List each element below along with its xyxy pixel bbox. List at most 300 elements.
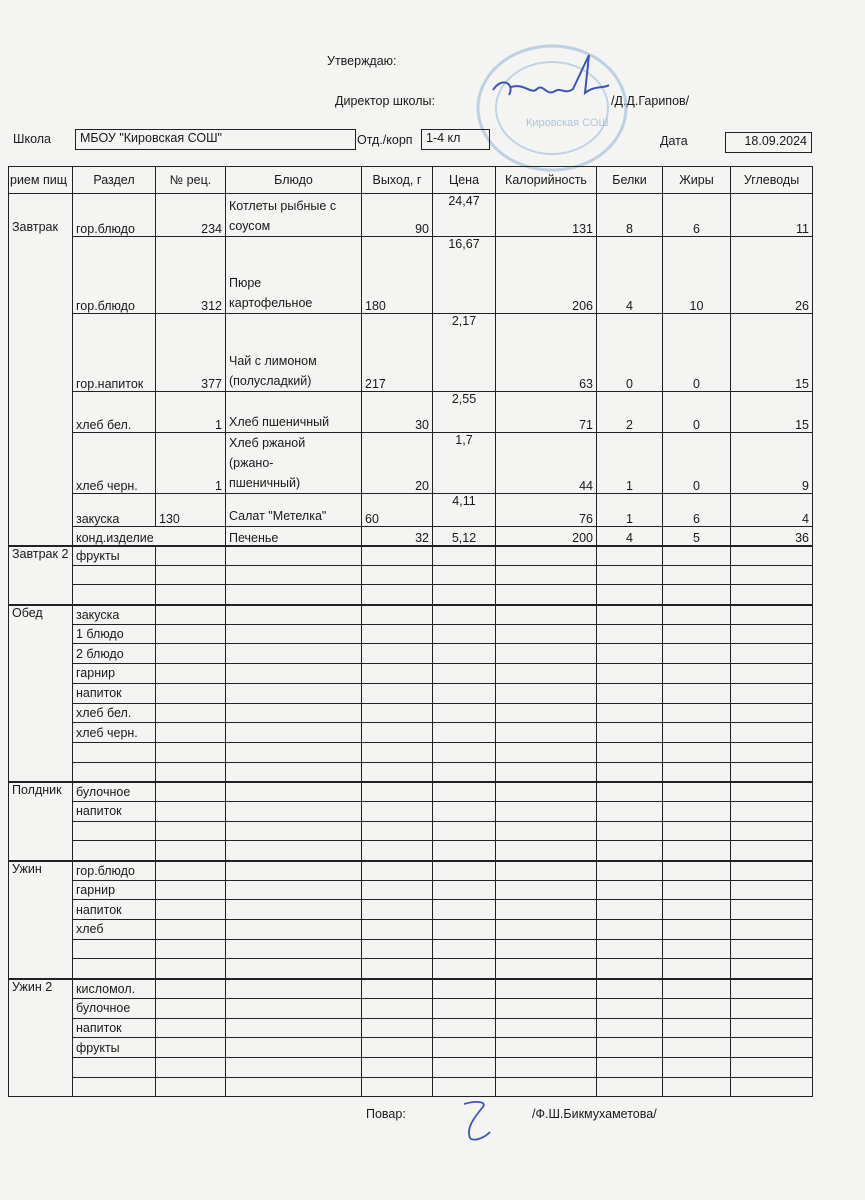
empty-cell [362, 565, 433, 585]
table-row [9, 1077, 813, 1097]
protein-cell: 4 [597, 527, 663, 546]
section-cell [73, 565, 156, 585]
fat-cell: 6 [663, 194, 731, 237]
empty-cell [226, 998, 362, 1018]
menu-table [8, 166, 813, 1097]
empty-cell [663, 1057, 731, 1077]
empty-cell [597, 762, 663, 782]
empty-cell [597, 546, 663, 566]
protein-cell: 4 [597, 237, 663, 314]
empty-cell [663, 821, 731, 841]
empty-cell [156, 841, 226, 861]
empty-cell [663, 801, 731, 821]
carbs-cell: 4 [731, 494, 813, 527]
empty-cell [226, 762, 362, 782]
section-cell: конд.изделие [73, 527, 226, 546]
empty-cell [433, 861, 496, 881]
empty-cell [597, 683, 663, 703]
empty-cell [362, 979, 433, 999]
section-cell: гарнир [73, 880, 156, 900]
empty-cell [597, 565, 663, 585]
approve-label: Утверждаю: [327, 54, 397, 68]
section-cell: 1 блюдо [73, 624, 156, 644]
empty-cell [362, 1057, 433, 1077]
dept-label: Отд./корп [357, 133, 413, 147]
calories-cell: 131 [496, 194, 597, 237]
empty-cell [433, 959, 496, 979]
date-value: 18.09.2024 [725, 132, 812, 153]
output-cell: 30 [362, 392, 433, 433]
empty-cell [433, 624, 496, 644]
empty-cell [156, 703, 226, 723]
empty-cell [433, 979, 496, 999]
price-cell: 16,67 [433, 237, 496, 314]
calories-cell: 44 [496, 433, 597, 494]
col-protein: Белки [597, 167, 663, 194]
empty-cell [496, 861, 597, 881]
empty-cell [362, 644, 433, 664]
section-cell: кисломол. [73, 979, 156, 999]
empty-cell [731, 703, 813, 723]
empty-cell [663, 742, 731, 762]
empty-cell [597, 1057, 663, 1077]
empty-cell [156, 900, 226, 920]
section-cell: фрукты [73, 546, 156, 566]
empty-cell [226, 880, 362, 900]
table-row [9, 1018, 813, 1038]
empty-cell [597, 664, 663, 684]
section-cell: гор.блюдо [73, 861, 156, 881]
calories-cell: 76 [496, 494, 597, 527]
table-row [9, 194, 813, 237]
section-cell [73, 1077, 156, 1097]
table-row [9, 959, 813, 979]
table-row [9, 998, 813, 1018]
section-cell: хлеб бел. [73, 392, 156, 433]
meal-label: Обед [9, 605, 73, 782]
stamp-text: Кировская СОШ [526, 117, 609, 129]
col-section: Раздел [73, 167, 156, 194]
table-row [9, 762, 813, 782]
empty-cell [156, 821, 226, 841]
empty-cell [156, 664, 226, 684]
section-cell [73, 585, 156, 605]
meal-label: Завтрак 2 [9, 546, 73, 605]
empty-cell [156, 683, 226, 703]
empty-cell [433, 762, 496, 782]
empty-cell [496, 742, 597, 762]
empty-cell [597, 959, 663, 979]
fat-cell: 5 [663, 527, 731, 546]
table-row [9, 742, 813, 762]
empty-cell [362, 939, 433, 959]
cook-label: Повар: [366, 1107, 406, 1121]
empty-cell [433, 605, 496, 625]
empty-cell [433, 998, 496, 1018]
dish-cell: Пюре картофельное [226, 237, 362, 314]
empty-cell [362, 821, 433, 841]
recipe-cell: 377 [156, 314, 226, 392]
empty-cell [496, 605, 597, 625]
empty-cell [226, 939, 362, 959]
empty-cell [731, 605, 813, 625]
empty-cell [663, 1018, 731, 1038]
empty-cell [731, 1038, 813, 1058]
price-cell: 1,7 [433, 433, 496, 494]
empty-cell [226, 1038, 362, 1058]
empty-cell [731, 841, 813, 861]
empty-cell [663, 644, 731, 664]
meal-label: Ужин 2 [9, 979, 73, 1097]
section-cell [73, 939, 156, 959]
empty-cell [731, 998, 813, 1018]
empty-cell [226, 782, 362, 802]
empty-cell [433, 1077, 496, 1097]
calories-cell: 71 [496, 392, 597, 433]
empty-cell [226, 821, 362, 841]
empty-cell [597, 1018, 663, 1038]
table-row [9, 683, 813, 703]
empty-cell [663, 605, 731, 625]
empty-cell [226, 959, 362, 979]
school-label: Школа [13, 132, 51, 146]
empty-cell [731, 939, 813, 959]
table-row [9, 801, 813, 821]
empty-cell [362, 920, 433, 940]
protein-cell: 8 [597, 194, 663, 237]
section-cell: гор.блюдо [73, 237, 156, 314]
empty-cell [433, 880, 496, 900]
empty-cell [663, 624, 731, 644]
table-row [9, 939, 813, 959]
section-cell [73, 821, 156, 841]
empty-cell [362, 861, 433, 881]
empty-cell [156, 605, 226, 625]
carbs-cell: 11 [731, 194, 813, 237]
section-cell: гор.блюдо [73, 194, 156, 237]
empty-cell [433, 664, 496, 684]
carbs-cell: 36 [731, 527, 813, 546]
director-signature [485, 45, 615, 115]
empty-meal-groups [9, 546, 813, 1097]
empty-cell [731, 762, 813, 782]
empty-cell [433, 939, 496, 959]
protein-cell: 1 [597, 433, 663, 494]
empty-cell [433, 900, 496, 920]
table-row [9, 314, 813, 392]
empty-cell [226, 841, 362, 861]
table-row [9, 392, 813, 433]
empty-cell [433, 585, 496, 605]
empty-cell [597, 644, 663, 664]
empty-cell [362, 585, 433, 605]
price-cell: 5,12 [433, 527, 496, 546]
table-row [9, 494, 813, 527]
empty-cell [496, 1057, 597, 1077]
cook-signature [458, 1098, 498, 1146]
empty-cell [362, 624, 433, 644]
empty-cell [433, 801, 496, 821]
empty-cell [156, 624, 226, 644]
empty-cell [663, 920, 731, 940]
empty-cell [663, 565, 731, 585]
section-cell: напиток [73, 683, 156, 703]
empty-cell [496, 880, 597, 900]
output-cell: 90 [362, 194, 433, 237]
empty-cell [362, 723, 433, 743]
empty-cell [433, 546, 496, 566]
empty-cell [731, 920, 813, 940]
empty-cell [731, 801, 813, 821]
empty-cell [663, 703, 731, 723]
meal-label: Полдник [9, 782, 73, 861]
cook-name: /Ф.Ш.Бикмухаметова/ [532, 1107, 657, 1121]
meal-label: Завтрак [9, 194, 73, 546]
empty-cell [433, 841, 496, 861]
output-cell: 180 [362, 237, 433, 314]
empty-cell [156, 585, 226, 605]
empty-cell [496, 664, 597, 684]
section-cell: напиток [73, 801, 156, 821]
table-row [9, 723, 813, 743]
empty-cell [597, 703, 663, 723]
empty-cell [156, 801, 226, 821]
empty-cell [496, 979, 597, 999]
empty-cell [496, 920, 597, 940]
empty-cell [496, 703, 597, 723]
empty-cell [597, 605, 663, 625]
table-row [9, 527, 813, 546]
empty-cell [433, 1057, 496, 1077]
section-cell: булочное [73, 782, 156, 802]
empty-cell [156, 1077, 226, 1097]
section-cell: фрукты [73, 1038, 156, 1058]
dept-value: 1-4 кл [421, 129, 490, 150]
empty-cell [362, 880, 433, 900]
empty-cell [663, 979, 731, 999]
section-cell [73, 742, 156, 762]
section-cell: 2 блюдо [73, 644, 156, 664]
empty-cell [597, 821, 663, 841]
output-cell: 20 [362, 433, 433, 494]
empty-cell [597, 1077, 663, 1097]
empty-cell [731, 959, 813, 979]
empty-cell [156, 998, 226, 1018]
empty-cell [156, 723, 226, 743]
empty-cell [597, 723, 663, 743]
price-cell: 2,17 [433, 314, 496, 392]
col-carbs: Углеводы [731, 167, 813, 194]
empty-cell [496, 959, 597, 979]
empty-cell [731, 546, 813, 566]
empty-cell [496, 546, 597, 566]
empty-cell [156, 1057, 226, 1077]
empty-cell [597, 998, 663, 1018]
recipe-cell: 1 [156, 392, 226, 433]
empty-cell [597, 782, 663, 802]
calories-cell: 206 [496, 237, 597, 314]
empty-cell [731, 742, 813, 762]
table-row [9, 861, 813, 881]
director-label: Директор школы: [335, 94, 435, 108]
carbs-cell: 15 [731, 392, 813, 433]
empty-cell [433, 920, 496, 940]
carbs-cell: 9 [731, 433, 813, 494]
dish-cell: Чай с лимоном (полусладкий) [226, 314, 362, 392]
empty-cell [731, 1018, 813, 1038]
table-row [9, 920, 813, 940]
section-cell: закуска [73, 494, 156, 527]
table-row [9, 900, 813, 920]
table-row [9, 880, 813, 900]
empty-cell [731, 683, 813, 703]
empty-cell [597, 624, 663, 644]
empty-cell [226, 900, 362, 920]
empty-cell [226, 546, 362, 566]
section-cell: гарнир [73, 664, 156, 684]
section-cell [73, 1057, 156, 1077]
empty-cell [226, 723, 362, 743]
empty-cell [226, 565, 362, 585]
empty-cell [362, 605, 433, 625]
empty-cell [597, 939, 663, 959]
carbs-cell: 26 [731, 237, 813, 314]
empty-cell [731, 1057, 813, 1077]
empty-cell [156, 565, 226, 585]
empty-cell [362, 801, 433, 821]
empty-cell [597, 880, 663, 900]
table-row [9, 585, 813, 605]
empty-cell [226, 683, 362, 703]
empty-cell [663, 880, 731, 900]
director-name: /Д.Д.Гарипов/ [611, 94, 690, 108]
table-row [9, 565, 813, 585]
section-cell: хлеб черн. [73, 433, 156, 494]
empty-cell [597, 900, 663, 920]
empty-cell [663, 861, 731, 881]
section-cell: хлеб черн. [73, 723, 156, 743]
empty-cell [496, 801, 597, 821]
section-cell: закуска [73, 605, 156, 625]
empty-cell [731, 644, 813, 664]
empty-cell [362, 841, 433, 861]
output-cell: 32 [362, 527, 433, 546]
table-row [9, 979, 813, 999]
empty-cell [362, 683, 433, 703]
empty-cell [433, 683, 496, 703]
section-cell: напиток [73, 900, 156, 920]
empty-cell [597, 742, 663, 762]
section-cell: хлеб бел. [73, 703, 156, 723]
date-label: Дата [660, 134, 688, 148]
empty-cell [663, 841, 731, 861]
table-row [9, 605, 813, 625]
empty-cell [362, 546, 433, 566]
section-cell: хлеб [73, 920, 156, 940]
empty-cell [156, 1038, 226, 1058]
empty-cell [496, 841, 597, 861]
empty-cell [663, 762, 731, 782]
fat-cell: 0 [663, 392, 731, 433]
empty-cell [663, 959, 731, 979]
section-cell: булочное [73, 998, 156, 1018]
protein-cell: 2 [597, 392, 663, 433]
empty-cell [597, 920, 663, 940]
dish-cell: Салат "Метелка" [226, 494, 362, 527]
dish-cell: Печенье [226, 527, 362, 546]
output-cell: 217 [362, 314, 433, 392]
empty-cell [362, 742, 433, 762]
empty-cell [433, 1038, 496, 1058]
empty-cell [433, 821, 496, 841]
table-row [9, 821, 813, 841]
empty-cell [731, 782, 813, 802]
empty-cell [156, 644, 226, 664]
empty-cell [226, 703, 362, 723]
empty-cell [731, 979, 813, 999]
empty-cell [362, 1018, 433, 1038]
table-row [9, 1038, 813, 1058]
section-cell: напиток [73, 1018, 156, 1038]
empty-cell [156, 742, 226, 762]
empty-cell [663, 939, 731, 959]
empty-cell [433, 565, 496, 585]
carbs-cell: 15 [731, 314, 813, 392]
empty-cell [496, 1018, 597, 1038]
empty-cell [496, 565, 597, 585]
meal-label: Ужин [9, 861, 73, 979]
empty-cell [496, 585, 597, 605]
empty-cell [226, 742, 362, 762]
empty-cell [433, 703, 496, 723]
table-header-row [9, 167, 813, 194]
empty-cell [731, 1077, 813, 1097]
recipe-cell: 312 [156, 237, 226, 314]
dish-cell: Хлеб ржаной (ржано- пшеничный) [226, 433, 362, 494]
empty-cell [226, 664, 362, 684]
empty-cell [362, 762, 433, 782]
recipe-cell: 1 [156, 433, 226, 494]
empty-cell [226, 861, 362, 881]
empty-cell [156, 920, 226, 940]
empty-cell [226, 605, 362, 625]
col-recipe: № рец. [156, 167, 226, 194]
empty-cell [226, 1018, 362, 1038]
empty-cell [663, 664, 731, 684]
empty-cell [496, 900, 597, 920]
empty-cell [731, 900, 813, 920]
empty-cell [362, 703, 433, 723]
empty-cell [226, 644, 362, 664]
table-row [9, 644, 813, 664]
table-row [9, 841, 813, 861]
fat-cell: 10 [663, 237, 731, 314]
col-dish: Блюдо [226, 167, 362, 194]
empty-cell [226, 1077, 362, 1097]
empty-cell [496, 939, 597, 959]
col-output: Выход, г [362, 167, 433, 194]
output-cell: 60 [362, 494, 433, 527]
table-row [9, 664, 813, 684]
section-cell: гор.напиток [73, 314, 156, 392]
empty-cell [226, 624, 362, 644]
empty-cell [156, 939, 226, 959]
fat-cell: 0 [663, 314, 731, 392]
col-price: Цена [433, 167, 496, 194]
empty-cell [156, 1018, 226, 1038]
calories-cell: 200 [496, 527, 597, 546]
empty-cell [156, 959, 226, 979]
